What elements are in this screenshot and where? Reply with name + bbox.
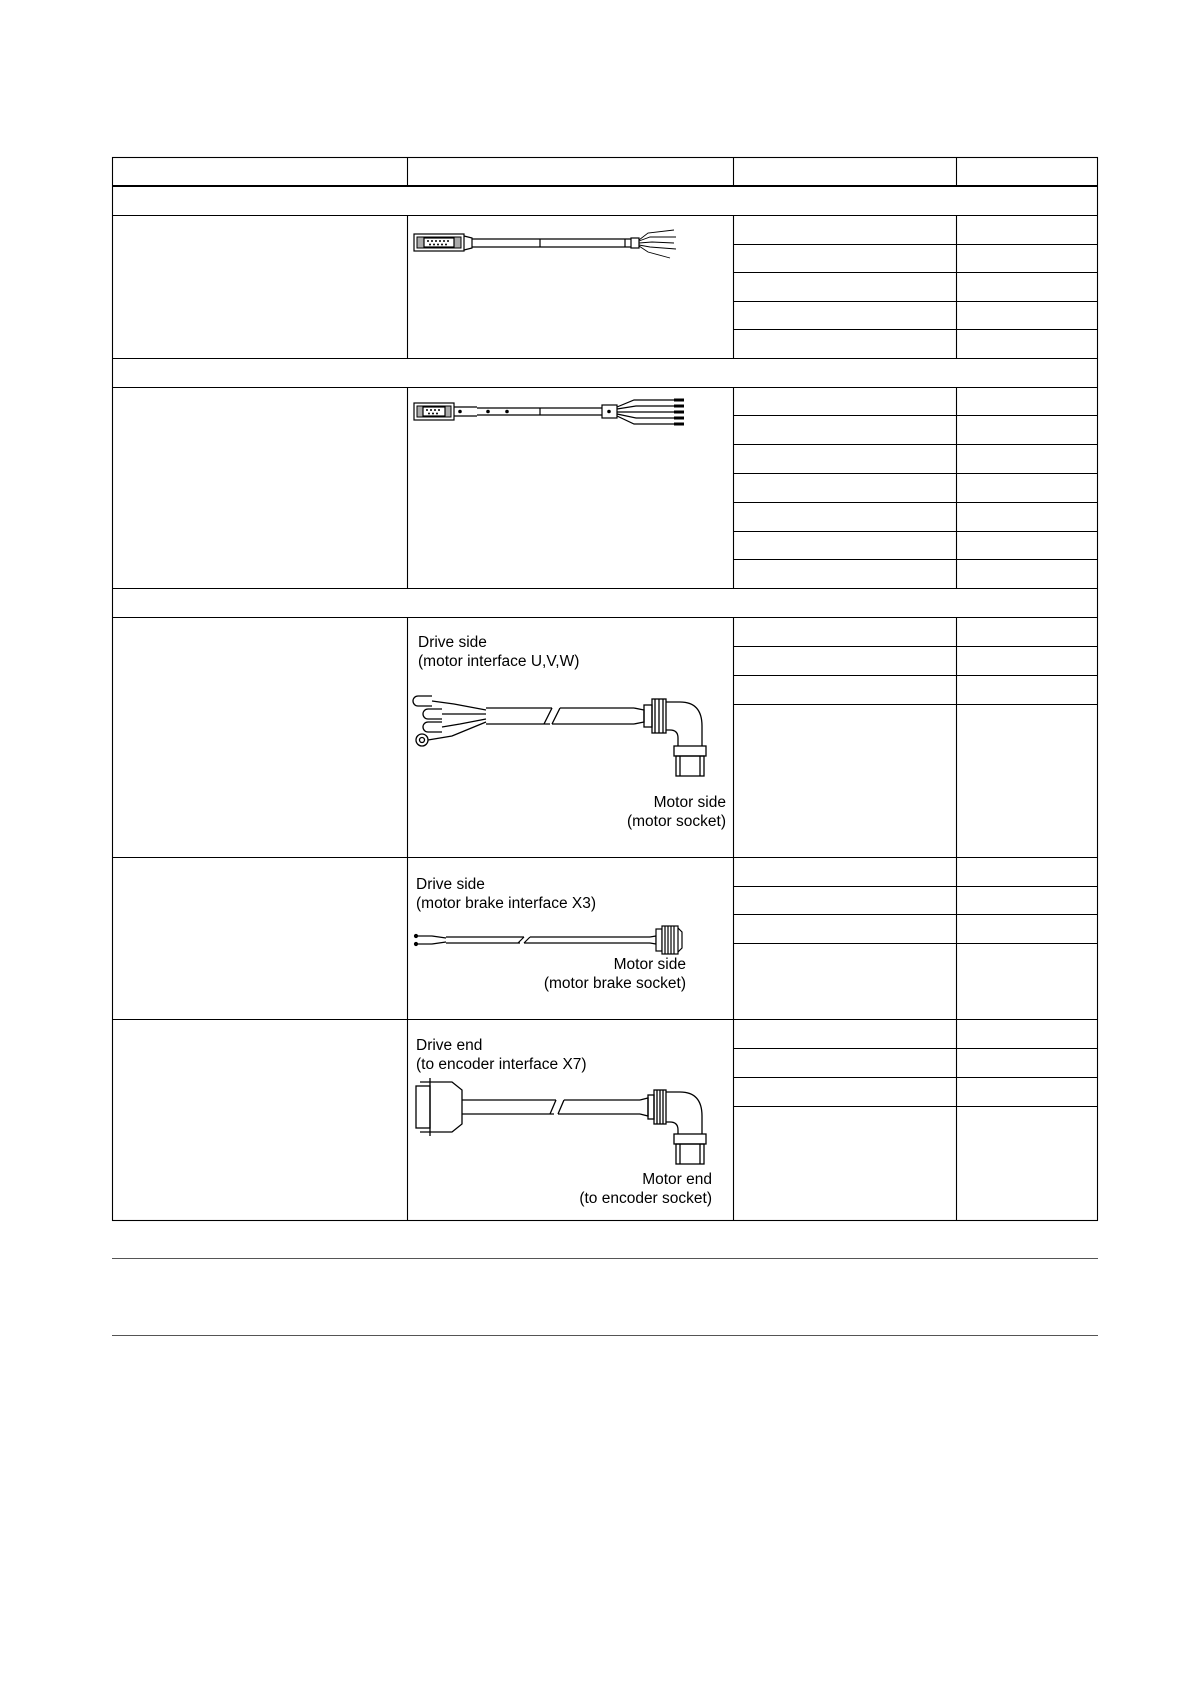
- power-cable-drive-label: [418, 633, 579, 671]
- brake-cable-motor-label-line2: (motor brake socket): [543, 975, 686, 992]
- brake-cable-motor-label-line1: Motor side: [613, 956, 686, 973]
- brake-cable-drawing: [412, 924, 702, 958]
- note-top-rule: [112, 1258, 1098, 1259]
- encoder-cable-drive-label: [416, 1036, 587, 1074]
- power-cable-motor-label-line2: (motor socket): [626, 813, 726, 830]
- power-cable-drive-label-line2: (motor interface U,V,W): [418, 653, 580, 670]
- cable-drawing-b: [412, 396, 702, 432]
- encoder-cable-drive-label-line1: Drive end: [416, 1037, 483, 1054]
- cable-drawing-a: [412, 225, 682, 265]
- brake-cable-motor-label: [544, 955, 686, 993]
- encoder-cable-motor-label: [579, 1170, 712, 1208]
- encoder-cable-motor-label-line2: (to encoder socket): [579, 1190, 712, 1207]
- encoder-cable-motor-label-line1: Motor end: [642, 1171, 712, 1188]
- power-cable-drawing: [412, 688, 732, 800]
- power-cable-motor-label-line1: Motor side: [653, 794, 726, 811]
- power-cable-drive-label-line1: Drive side: [418, 634, 487, 651]
- brake-cable-drive-label-line1: Drive side: [416, 876, 485, 893]
- brake-cable-drive-label: [416, 875, 596, 913]
- brake-cable-drive-label-line2: (motor brake interface X3): [416, 895, 597, 912]
- encoder-cable-drive-label-line2: (to encoder interface X7): [416, 1056, 587, 1073]
- encoder-cable-drawing: [412, 1076, 742, 1172]
- note-bottom-rule: [112, 1335, 1098, 1336]
- power-cable-motor-label: [627, 793, 726, 831]
